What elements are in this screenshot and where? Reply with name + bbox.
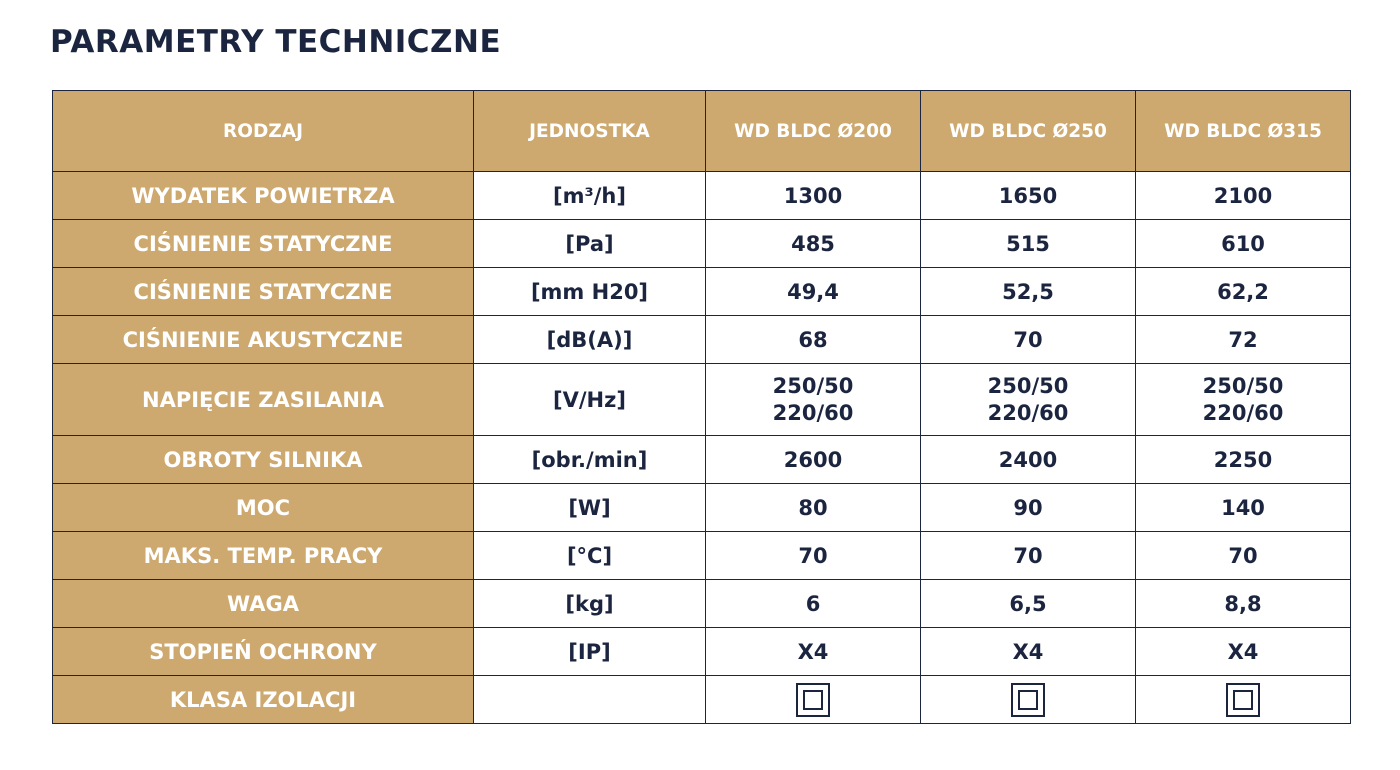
value-line: 250/50 bbox=[1202, 373, 1284, 398]
row-label: CIŚNIENIE STATYCZNE bbox=[53, 220, 474, 268]
cell-value: 2600 bbox=[706, 436, 921, 484]
cell-value: 49,4 bbox=[706, 268, 921, 316]
cell-value: 70 bbox=[921, 532, 1136, 580]
table-row bbox=[53, 628, 1351, 676]
table-row bbox=[53, 172, 1351, 220]
row-unit: [°C] bbox=[474, 532, 706, 580]
double-square-insulation-icon bbox=[1226, 683, 1260, 717]
cell-value: 8,8 bbox=[1136, 580, 1351, 628]
cell-value: 90 bbox=[921, 484, 1136, 532]
cell-value: X4 bbox=[921, 628, 1136, 676]
row-unit: [mm H20] bbox=[474, 268, 706, 316]
cell-value bbox=[706, 676, 921, 724]
spec-table bbox=[52, 90, 1351, 724]
row-label: CIŚNIENIE AKUSTYCZNE bbox=[53, 316, 474, 364]
cell-value: 52,5 bbox=[921, 268, 1136, 316]
row-label: OBROTY SILNIKA bbox=[53, 436, 474, 484]
value-line: 220/60 bbox=[987, 400, 1069, 425]
cell-value bbox=[921, 676, 1136, 724]
table-row bbox=[53, 436, 1351, 484]
table-row bbox=[53, 268, 1351, 316]
row-unit: [m³/h] bbox=[474, 172, 706, 220]
row-unit: [obr./min] bbox=[474, 436, 706, 484]
cell-value: 2100 bbox=[1136, 172, 1351, 220]
cell-value: 2400 bbox=[921, 436, 1136, 484]
table-row bbox=[53, 220, 1351, 268]
cell-value: 140 bbox=[1136, 484, 1351, 532]
column-header-rodzaj: RODZAJ bbox=[53, 91, 474, 172]
cell-value: 80 bbox=[706, 484, 921, 532]
cell-value bbox=[706, 364, 921, 436]
cell-value: 485 bbox=[706, 220, 921, 268]
cell-value bbox=[921, 364, 1136, 436]
cell-value: 6 bbox=[706, 580, 921, 628]
table-row bbox=[53, 580, 1351, 628]
cell-value bbox=[1136, 676, 1351, 724]
value-line: 250/50 bbox=[772, 373, 854, 398]
cell-value: 62,2 bbox=[1136, 268, 1351, 316]
row-label: KLASA IZOLACJI bbox=[53, 676, 474, 724]
table-row bbox=[53, 364, 1351, 436]
double-square-insulation-icon bbox=[1011, 683, 1045, 717]
cell-value bbox=[1136, 364, 1351, 436]
column-header-model-200: WD BLDC Ø200 bbox=[706, 91, 921, 172]
cell-value: 68 bbox=[706, 316, 921, 364]
row-label: CIŚNIENIE STATYCZNE bbox=[53, 268, 474, 316]
table-header-row bbox=[53, 91, 1351, 172]
cell-value: 515 bbox=[921, 220, 1136, 268]
row-label: MOC bbox=[53, 484, 474, 532]
cell-value: X4 bbox=[1136, 628, 1351, 676]
row-unit: [IP] bbox=[474, 628, 706, 676]
row-unit: [W] bbox=[474, 484, 706, 532]
row-unit: [V/Hz] bbox=[474, 364, 706, 436]
table-row bbox=[53, 316, 1351, 364]
cell-value: 70 bbox=[706, 532, 921, 580]
cell-value: 70 bbox=[921, 316, 1136, 364]
cell-value: 70 bbox=[1136, 532, 1351, 580]
row-unit: [dB(A)] bbox=[474, 316, 706, 364]
row-label: WYDATEK POWIETRZA bbox=[53, 172, 474, 220]
cell-value: 610 bbox=[1136, 220, 1351, 268]
cell-value: 2250 bbox=[1136, 436, 1351, 484]
row-label: STOPIEŃ OCHRONY bbox=[53, 628, 474, 676]
row-unit: [Pa] bbox=[474, 220, 706, 268]
value-line: 220/60 bbox=[1202, 400, 1284, 425]
double-square-insulation-icon bbox=[796, 683, 830, 717]
value-line: 250/50 bbox=[987, 373, 1069, 398]
row-label: MAKS. TEMP. PRACY bbox=[53, 532, 474, 580]
table-row bbox=[53, 676, 1351, 724]
column-header-model-315: WD BLDC Ø315 bbox=[1136, 91, 1351, 172]
cell-value: X4 bbox=[706, 628, 921, 676]
row-label: WAGA bbox=[53, 580, 474, 628]
table-row bbox=[53, 484, 1351, 532]
cell-value: 72 bbox=[1136, 316, 1351, 364]
row-unit bbox=[474, 676, 706, 724]
column-header-jednostka: JEDNOSTKA bbox=[474, 91, 706, 172]
page-title: PARAMETRY TECHNICZNE bbox=[50, 24, 502, 60]
row-unit: [kg] bbox=[474, 580, 706, 628]
table-row bbox=[53, 532, 1351, 580]
cell-value: 1300 bbox=[706, 172, 921, 220]
value-line: 220/60 bbox=[772, 400, 854, 425]
cell-value: 6,5 bbox=[921, 580, 1136, 628]
cell-value: 1650 bbox=[921, 172, 1136, 220]
column-header-model-250: WD BLDC Ø250 bbox=[921, 91, 1136, 172]
row-label: NAPIĘCIE ZASILANIA bbox=[53, 364, 474, 436]
